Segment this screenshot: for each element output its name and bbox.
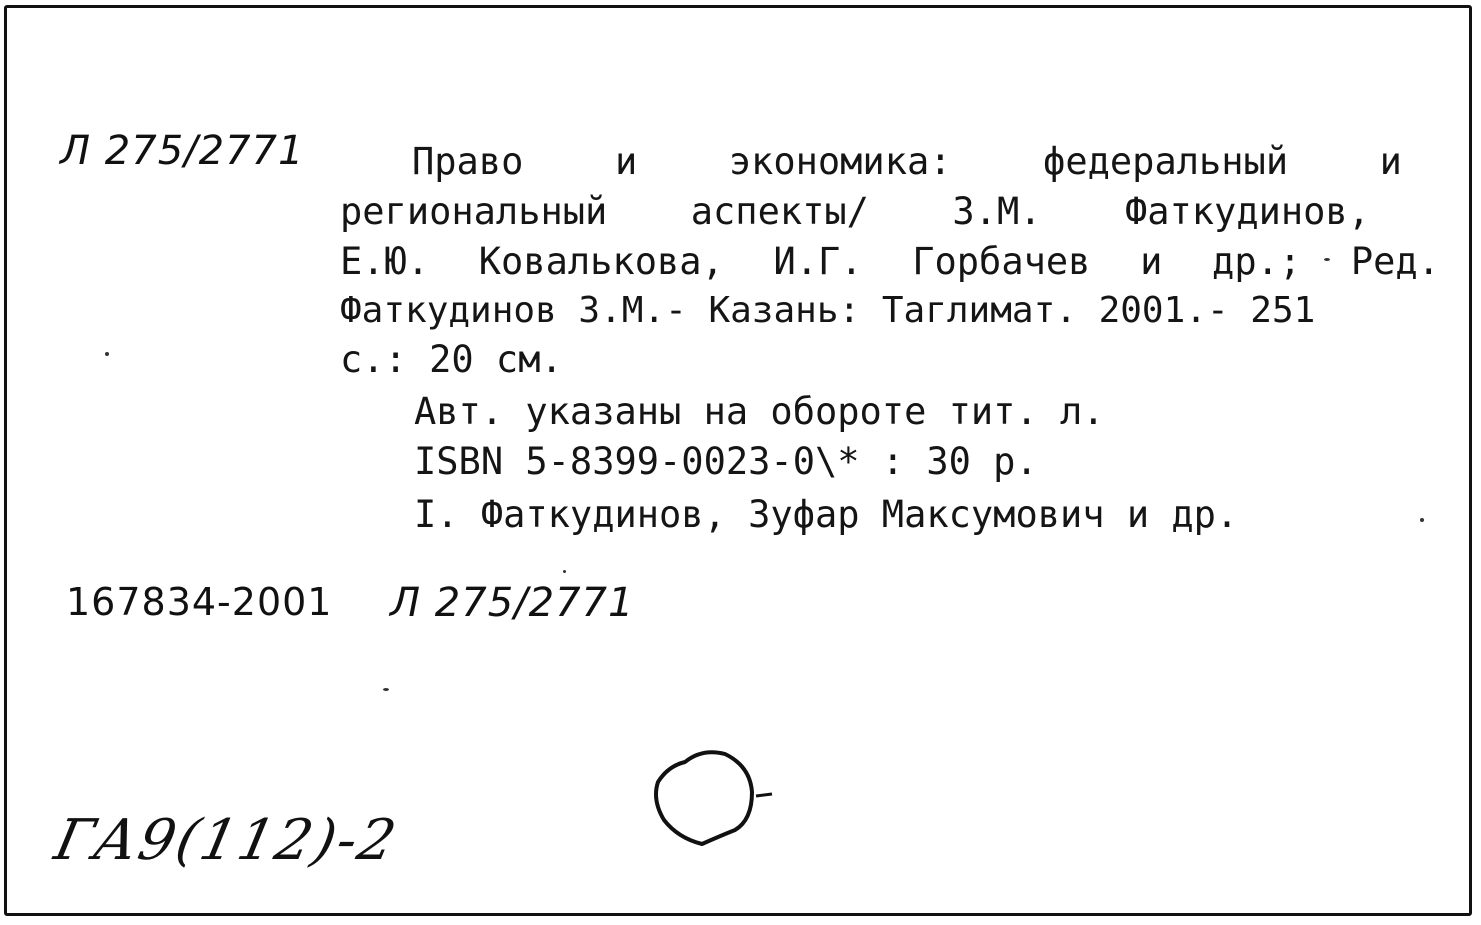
- added-entry: I. Фаткудинов, Зуфар Максумович и др.: [414, 493, 1239, 536]
- handwritten-classification: ГА9(112)-2: [49, 808, 404, 873]
- isbn-line: ISBN 5-8399-0023-0\* : 30 р.: [414, 440, 1038, 483]
- description-line-3: [340, 240, 1440, 283]
- title-word: и: [614, 140, 638, 183]
- dust-speck: [1324, 258, 1330, 261]
- line3-word: И.Г.: [773, 240, 863, 283]
- punch-hole-icon: [640, 740, 780, 860]
- description-line-2: [340, 190, 1370, 233]
- dust-speck: [105, 352, 109, 356]
- description-line-4: Фаткудинов З.М.- Казань: Таглимат. 2001.- 251: [340, 290, 1316, 331]
- description-line-5: с.: 20 см.: [340, 338, 563, 381]
- registration-number: 167834-2001: [66, 580, 333, 624]
- line2-word: Фаткудинов,: [1124, 190, 1370, 233]
- title-word: федеральный: [1043, 140, 1289, 183]
- line3-word: Горбачев: [912, 240, 1091, 283]
- line2-word: аспекты/: [690, 190, 869, 233]
- line3-word: и: [1140, 240, 1163, 283]
- shelf-mark-top: Л 275/2771: [60, 128, 305, 174]
- line3-word: др.;: [1212, 240, 1302, 283]
- note-authors: Авт. указаны на обороте тит. л.: [414, 390, 1105, 433]
- line3-word: Ред.: [1350, 240, 1440, 283]
- line2-word: З.М.: [952, 190, 1042, 233]
- line3-word: Ковалькова,: [478, 240, 724, 283]
- shelf-mark-bottom: Л 275/2771: [390, 580, 635, 626]
- title-word: и: [1379, 140, 1402, 183]
- title-word: Право: [412, 140, 524, 183]
- line2-word: региональный: [340, 190, 608, 233]
- title-line: [412, 140, 1402, 183]
- title-word: экономика:: [728, 140, 952, 183]
- line3-word: Е.Ю.: [340, 240, 430, 283]
- dust-speck: [1420, 518, 1424, 522]
- dust-speck: [383, 688, 389, 691]
- dust-speck: [563, 570, 566, 573]
